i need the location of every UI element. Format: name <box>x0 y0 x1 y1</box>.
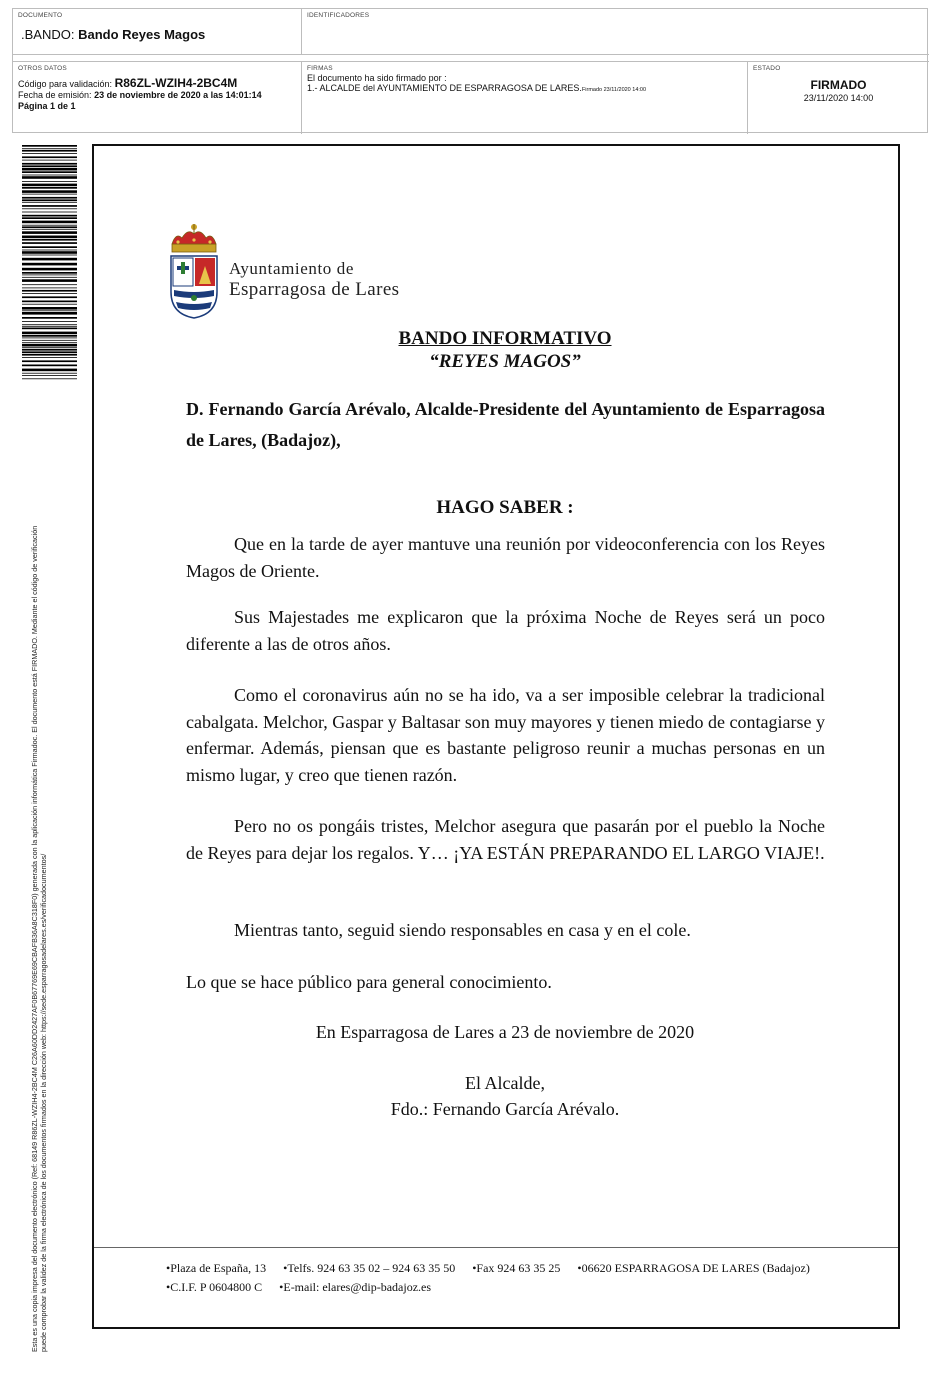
firmas-label: FIRMAS <box>307 65 333 72</box>
estado-cell <box>748 61 929 134</box>
firmas-line2: 1.- ALCALDE del AYUNTAMIENTO DE ESPARRAGOSA DE LARES. <box>307 83 582 93</box>
firmas-content <box>307 73 646 95</box>
paragraph-4: Pero no os pongáis tristes, Melchor asegura que pasarán por el pueblo la Noche de Reyes para dejar los regalos. Y… ¡YA ESTÁN PREPARANDO EL LARGO VIAJE!. <box>186 816 825 863</box>
firmas-line1: El documento ha sido firmado por : <box>307 73 447 83</box>
logo-line2: Esparragosa de Lares <box>229 279 400 300</box>
otros-datos-label: OTROS DATOS <box>18 65 67 72</box>
paragraph-1: Que en la tarde de ayer mantuve una reunión por videoconferencia con los Reyes Magos de Oriente. <box>186 534 825 581</box>
logo-line1: Ayuntamiento de <box>229 259 354 278</box>
footer-cif: •C.I.F. P 0604800 C <box>166 1280 263 1294</box>
footer-line1 <box>166 1261 810 1276</box>
side-text-line2: puede comprobar la validez de la firma electrónica de los documentos firmados en la dirección web: https://sede.esparragosadelares.es/verificadocumentos/ <box>39 853 48 1352</box>
document-title-text: Bando Reyes Magos <box>78 27 206 42</box>
paragraph-6: Lo que se hace público para general conocimiento. <box>186 972 552 992</box>
bando-subtitle: “REYES MAGOS” <box>429 351 581 372</box>
verification-side-text <box>30 377 48 1352</box>
bando-title: BANDO INFORMATIVO <box>398 328 612 349</box>
footer-email: •E-mail: elares@dip-badajoz.es <box>279 1280 432 1294</box>
otros-datos-content <box>18 78 262 112</box>
document-title <box>21 27 205 42</box>
emision-label: Fecha de emisión: <box>18 90 92 100</box>
paragraph-5: Mientras tanto, seguid siendo responsables en casa y en el cole. <box>234 920 691 940</box>
identificadores-label: IDENTIFICADORES <box>307 12 370 19</box>
firmas-cell <box>302 61 748 134</box>
hago-saber-heading: HAGO SABER : <box>436 497 574 518</box>
footer-city: •06620 ESPARRAGOSA DE LARES (Badajoz) <box>577 1261 810 1275</box>
signer-title: El Alcalde, <box>465 1073 545 1093</box>
firmas-small: Firmado 23/11/2020 14:00 <box>581 87 647 93</box>
emision-value: 23 de noviembre de 2020 a las 14:01:14 <box>94 90 262 100</box>
footer-phones: •Telfs. 924 63 35 02 – 924 63 35 50 <box>283 1261 456 1275</box>
footer-divider <box>94 1247 898 1248</box>
validacion-label: Código para validación: <box>18 79 113 89</box>
documento-cell <box>13 9 302 55</box>
side-text-line1: Esta es una copia impresa del documento electrónico (Ref: 68149 R86ZL-WZIH4-2BC4M C26A60DD2427AF0B67769E69CBAFB36A8C318F0) generada con la aplicación informática Firmadoc. El documento está FIRMADO. Mediante el código de verificación <box>30 525 39 1352</box>
validacion-code: R86ZL-WZIH4-2BC4M <box>114 76 238 90</box>
intro-paragraph: D. Fernando García Arévalo, Alcalde-Presidente del Ayuntamiento de Esparragosa de Lares, (Badajoz), <box>186 399 825 450</box>
document-prefix: .BANDO: <box>21 27 75 42</box>
paragraph-2: Sus Majestades me explicaron que la próxima Noche de Reyes será un poco diferente a las de otros años. <box>186 607 825 654</box>
estado-value: FIRMADO <box>810 78 867 92</box>
identificadores-cell <box>302 9 929 55</box>
estado-date: 23/11/2020 14:00 <box>803 93 874 103</box>
footer-fax: •Fax 924 63 35 25 <box>472 1261 561 1275</box>
paragraph-3: Como el coronavirus aún no se ha ido, va a ser imposible celebrar la tradicional cabalgata. Melchor, Gaspar y Baltasar son muy mayores y tienen miedo de contagiarse y enfermar. Además, piensan que es bastante peligroso reunir a muchas personas en un mismo lugar, y creo que tienen razón. <box>186 685 825 785</box>
municipality-logo-text <box>229 259 399 301</box>
footer-address: •Plaza de España, 13 <box>166 1261 267 1275</box>
footer-line2 <box>166 1280 431 1295</box>
signer-name: Fdo.: Fernando García Arévalo. <box>390 1099 620 1119</box>
document-metadata-table <box>12 8 928 133</box>
documento-label: DOCUMENTO <box>18 12 63 19</box>
page-count: Página 1 de 1 <box>18 101 76 111</box>
coat-of-arms-icon <box>168 222 220 320</box>
place-date: En Esparragosa de Lares a 23 de noviembre de 2020 <box>315 1022 695 1042</box>
otros-datos-cell <box>13 61 302 134</box>
estado-label: ESTADO <box>753 65 781 72</box>
